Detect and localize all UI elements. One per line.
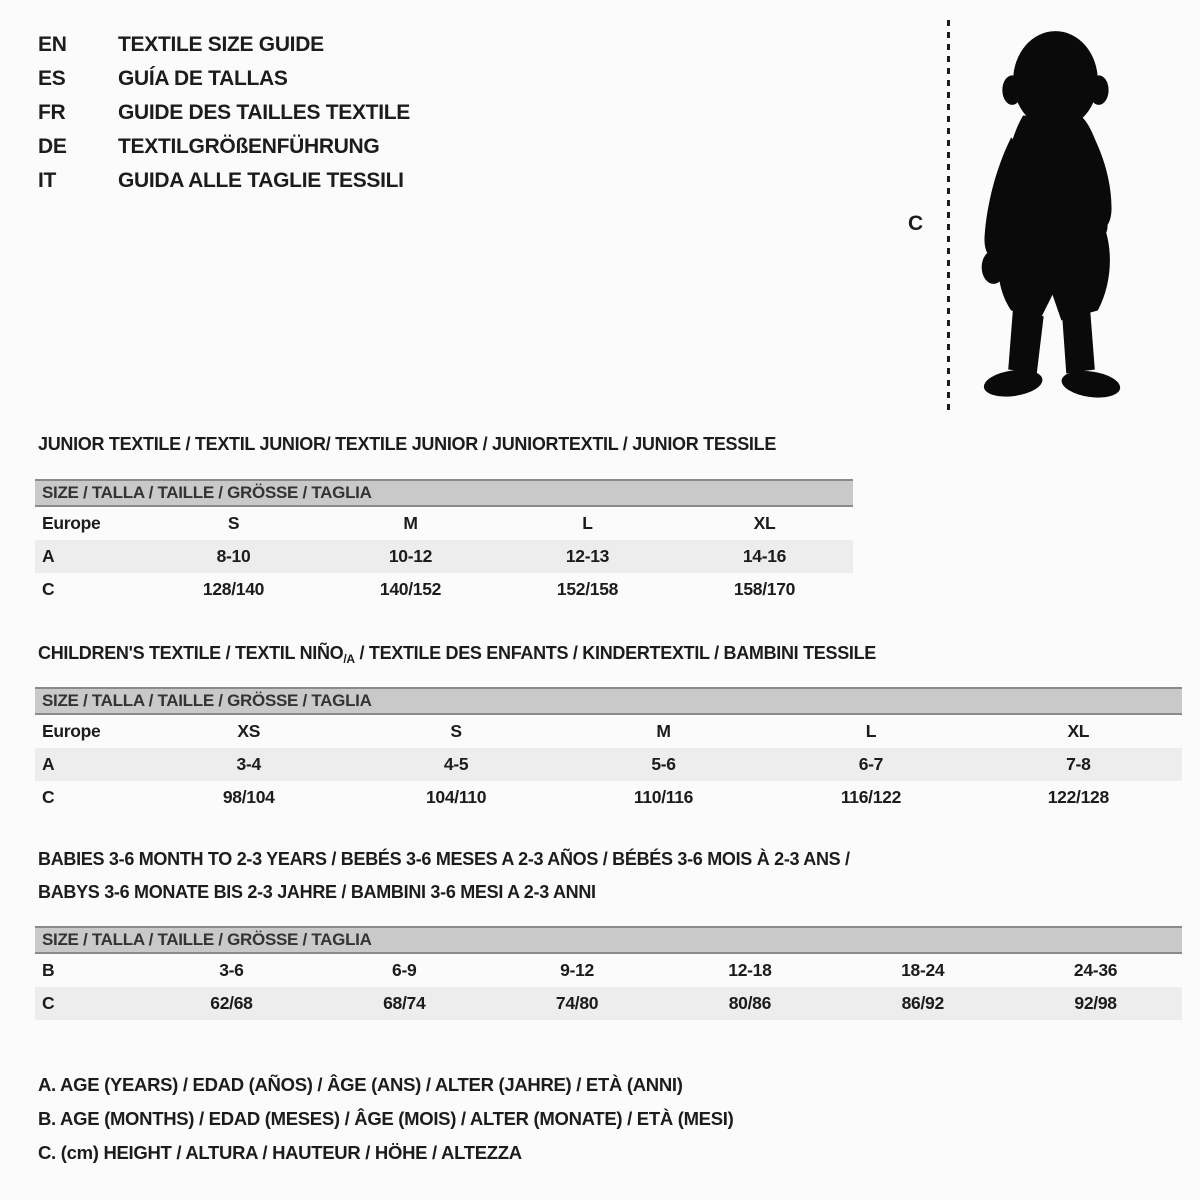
- table-row: [35, 573, 853, 606]
- language-title-list: [38, 28, 410, 198]
- lang-code: FR: [38, 101, 66, 124]
- table-cell: L: [865, 721, 877, 741]
- table-cell: 116/122: [840, 787, 902, 807]
- junior-size-table: [35, 479, 853, 606]
- table-header-band: SIZE / TALLA / TAILLE / GRÖSSE / TAGLIA: [35, 687, 1182, 715]
- table-row: [35, 987, 1182, 1020]
- table-cell: 7-8: [1066, 754, 1091, 774]
- row-label: Europe: [42, 513, 101, 533]
- table-cell: 62/68: [210, 993, 253, 1013]
- children-title-sub: /A: [343, 652, 355, 666]
- table-cell: 10-12: [388, 546, 433, 566]
- table-cell: 3-6: [219, 960, 244, 980]
- table-cell: 92/98: [1074, 993, 1117, 1013]
- row-label: A: [42, 546, 55, 566]
- row-label: C: [42, 579, 55, 599]
- table-cell: 4-5: [443, 754, 469, 774]
- table-row: [35, 507, 853, 540]
- table-header-band: SIZE / TALLA / TAILLE / GRÖSSE / TAGLIA: [35, 479, 853, 507]
- children-title-pre: CHILDREN'S TEXTILE / TEXTIL NIÑO: [38, 643, 344, 663]
- junior-section-title: JUNIOR TEXTILE / TEXTIL JUNIOR/ TEXTILE JUNIOR / JUNIORTEXTIL / JUNIOR TESSILE: [38, 434, 777, 454]
- table-cell: L: [582, 513, 593, 533]
- children-title-post: / TEXTILE DES ENFANTS / KINDERTEXTIL / BAMBINI TESSILE: [354, 643, 876, 663]
- table-row: [35, 540, 853, 573]
- table-row: [35, 781, 1182, 814]
- table-cell: 140/152: [379, 579, 442, 599]
- height-dashed-line: [947, 20, 950, 416]
- legend-line-b: B. AGE (MONTHS) / EDAD (MESES) / ÂGE (MOIS) / ALTER (MONATE) / ETÀ (MESI): [38, 1108, 734, 1129]
- row-label: B: [42, 960, 55, 980]
- table-cell: 3-4: [236, 754, 261, 774]
- table-cell: 86/92: [901, 993, 944, 1013]
- table-cell: 6-9: [392, 960, 417, 980]
- legend-line-a: A. AGE (YEARS) / EDAD (AÑOS) / ÂGE (ANS) / ALTER (JAHRE) / ETÀ (ANNI): [38, 1074, 683, 1095]
- table-cell: 152/158: [556, 579, 619, 599]
- lang-title: TEXTILE SIZE GUIDE: [118, 33, 324, 56]
- table-cell: 128/140: [202, 579, 265, 599]
- lang-row-it: [38, 164, 410, 198]
- lang-title: TEXTILGRÖßENFÜHRUNG: [118, 135, 380, 158]
- table-cell: XS: [237, 721, 261, 741]
- table-cell: 5-6: [651, 754, 676, 774]
- row-label: C: [42, 993, 55, 1013]
- table-cell: 8-10: [216, 546, 251, 566]
- babies-section-title-line2: BABYS 3-6 MONATE BIS 2-3 JAHRE / BAMBINI 3-6 MESI A 2-3 ANNI: [38, 882, 596, 902]
- babies-section-title-line1: BABIES 3-6 MONTH TO 2-3 YEARS / BEBÉS 3-6 MESES A 2-3 AÑOS / BÉBÉS 3-6 MOIS À 2-3 ANS /: [38, 849, 850, 869]
- table-cell: M: [656, 721, 671, 741]
- table-cell: XL: [1067, 721, 1090, 741]
- toddler-silhouette-icon: [962, 18, 1144, 418]
- table-header-band: SIZE / TALLA / TAILLE / GRÖSSE / TAGLIA: [35, 926, 1182, 954]
- lang-code: IT: [38, 169, 57, 192]
- table-row: [35, 954, 1182, 987]
- table-cell: 68/74: [383, 993, 426, 1013]
- height-measure-label: C: [908, 212, 923, 235]
- table-cell: 6-7: [858, 754, 884, 774]
- lang-row-de: [38, 130, 410, 164]
- lang-code: EN: [38, 33, 67, 56]
- table-cell: 12-13: [565, 546, 610, 566]
- lang-code: DE: [38, 135, 67, 158]
- children-size-table: [35, 687, 1182, 814]
- table-cell: 24-36: [1073, 960, 1118, 980]
- children-section-title: [38, 643, 876, 666]
- table-cell: 158/170: [733, 579, 796, 599]
- legend: [38, 1068, 733, 1170]
- table-cell: S: [227, 513, 240, 533]
- table-cell: 80/86: [728, 993, 772, 1013]
- lang-row-en: [38, 28, 410, 62]
- row-label: Europe: [42, 721, 101, 741]
- row-label: C: [42, 787, 55, 807]
- lang-title: GUIDA ALLE TAGLIE TESSILI: [118, 169, 404, 192]
- lang-title: GUÍA DE TALLAS: [118, 67, 288, 90]
- table-row: [35, 715, 1182, 748]
- table-cell: M: [403, 513, 418, 533]
- lang-row-es: [38, 62, 410, 96]
- table-cell: 74/80: [555, 993, 599, 1013]
- table-cell: S: [450, 721, 462, 741]
- lang-row-fr: [38, 96, 410, 130]
- table-cell: 98/104: [222, 787, 275, 807]
- lang-title: GUIDE DES TAILLES TEXTILE: [118, 101, 410, 124]
- table-cell: 110/116: [633, 787, 694, 807]
- table-cell: 14-16: [742, 546, 787, 566]
- table-cell: 122/128: [1047, 787, 1109, 807]
- babies-size-table: [35, 926, 1182, 1020]
- table-cell: 12-18: [728, 960, 772, 980]
- table-cell: 18-24: [901, 960, 945, 980]
- table-cell: 104/110: [426, 787, 487, 807]
- legend-line-c: C. (cm) HEIGHT / ALTURA / HAUTEUR / HÖHE / ALTEZZA: [38, 1142, 522, 1163]
- table-cell: XL: [753, 513, 776, 533]
- lang-code: ES: [38, 67, 66, 90]
- table-row: [35, 748, 1182, 781]
- row-label: A: [42, 754, 55, 774]
- table-cell: 9-12: [560, 960, 594, 980]
